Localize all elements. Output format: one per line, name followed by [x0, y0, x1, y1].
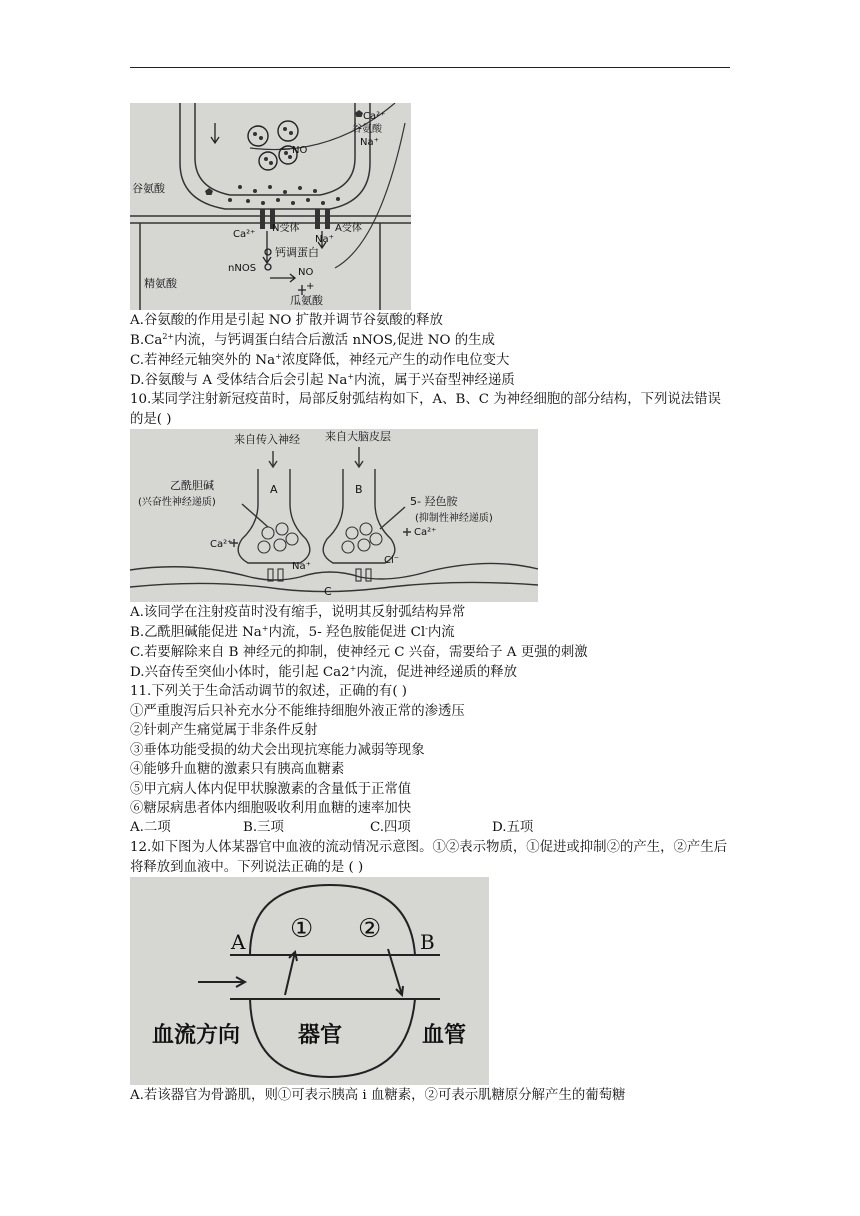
fig1-label-plus: +	[306, 281, 315, 292]
q11-option-a: A.二项	[130, 820, 171, 835]
q10-d-pre: D.兴奋传至突仙小体时，能引起 Ca2	[130, 665, 350, 680]
q11-stem: 11.下列关于生命活动调节的叙述，正确的有( )	[130, 684, 408, 699]
q12-stem: 12.如下图为人体某器官中血液的流动情况示意图。①②表示物质，①促进或抑制②的产生，②产生后将释放到血液中。下列说法正确的是 ( )	[130, 840, 728, 875]
fig2-label-b: B	[355, 483, 363, 496]
fig3-label-sub2: ②	[358, 914, 382, 944]
fig1-label-no-top: NO	[292, 145, 308, 156]
fig1-label-arginine: 精氨酸	[144, 277, 177, 290]
q12-option-a: A.若该器官为骨潞肌，则①可表示胰高 i 血糖素，②可表示肌糖原分解产生的葡萄糖	[130, 1088, 626, 1103]
fig2-label-cl: Cl⁻	[384, 555, 400, 566]
fig2-label-ca-right: Ca²⁺	[414, 527, 437, 538]
q11-item: ②针刺产生痛觉属于非条件反射	[130, 723, 318, 738]
fig2-label-from-afferent: 来自传入神经	[234, 433, 300, 446]
fig3-label-flow: 血流方向	[152, 1023, 241, 1048]
fig2-label-na: Na⁺	[292, 561, 311, 572]
fig2-label-from-cortex: 来自大脑皮层	[325, 430, 391, 443]
q10-option-a: A.该同学在注射疫苗时没有缩手，说明其反射弧结构异常	[130, 605, 466, 620]
q11-options	[130, 819, 730, 837]
q10-b-post: 内流	[427, 625, 455, 640]
q10-b-pre: B.乙酰胆碱能促进 Na	[130, 625, 262, 640]
blood-flow-figure	[130, 877, 489, 1085]
fig1-label-n-receptor: N受体	[272, 223, 300, 234]
header-rule	[130, 67, 730, 68]
synapse-no-figure	[130, 103, 411, 310]
fig3-label-organ: 器官	[298, 1023, 343, 1048]
q9-c-pre: C.若神经元轴突外的 Na	[130, 353, 276, 368]
q11-option-d: D.五项	[492, 820, 534, 835]
fig1-label-glu-left: 谷氨酸	[132, 182, 165, 195]
fig2-label-a: A	[270, 483, 278, 496]
q9-d-post: 内流，属于兴奋型神经递质	[354, 373, 515, 388]
q9-d-pre: D.谷氨酸与 A 受体结合后会引起 Na	[130, 373, 348, 388]
q9-option-a: A.谷氨酸的作用是引起 NO 扩散并调节谷氨酸的释放	[130, 313, 443, 328]
fig1-label-na: Na⁺	[360, 137, 379, 148]
fig1-label-calmodulin: 钙调蛋白	[275, 246, 319, 259]
fig2-label-excitatory: (兴奋性神经递质)	[138, 497, 216, 508]
q9-c-post: 浓度降低，神经元产生的动作电位变大	[281, 353, 510, 368]
q10-b-mid: 内流，5- 羟色胺能促进 Cl	[268, 625, 426, 640]
q9-option-c	[130, 352, 509, 370]
q10-d-post: 内流，促进神经递质的释放	[356, 665, 517, 680]
q9-b-sup: 2+	[162, 332, 175, 341]
q10-option-d	[130, 664, 517, 682]
q9-c-sup: +	[275, 352, 282, 361]
fig3-label-vessel: 血管	[422, 1023, 467, 1048]
fig3-label-a: A	[231, 930, 246, 954]
q11-item: ④能够升血糖的激素只有胰高血糖素	[130, 762, 345, 777]
q9-b-pre: B.Ca	[130, 333, 163, 348]
q11-item: ③垂体功能受损的幼犬会出现抗寒能力减弱等现象	[130, 743, 425, 758]
fig2-label-inhibitory: (抑制性神经递质)	[415, 513, 493, 524]
fig3-label-b: B	[420, 930, 435, 954]
fig1-label-a-receptor: A受体	[335, 223, 362, 234]
q10-d-sup: +	[349, 664, 357, 673]
q10-b-sup2: -	[425, 624, 428, 633]
fig3-label-sub1: ①	[290, 914, 314, 944]
fig1-label-ca-in: Ca²⁺	[233, 229, 256, 240]
fig2-label-serotonin: 5- 羟色胺	[410, 495, 458, 508]
q9-option-d	[130, 372, 515, 390]
fig2-label-c: C	[324, 585, 332, 598]
q11-item: ①严重腹泻后只补充水分不能维持细胞外液正常的渗透压	[130, 704, 465, 719]
fig1-label-nnos: nNOS	[228, 263, 257, 274]
q11-item: ⑥糖尿病患者体内细胞吸收利用血糖的速率加快	[130, 801, 412, 816]
q9-option-b	[130, 332, 495, 350]
q10-option-b	[130, 624, 455, 642]
q10-stem: 10.某同学注射新冠疫苗时，局部反射弧结构如下，A、B、C 为神经细胞的部分结构，下列说法错误的是( )	[130, 392, 721, 427]
q11-item: ⑤甲亢病人体内促甲状腺激素的含量低于正常值	[130, 782, 412, 797]
reflex-arc-figure	[130, 429, 538, 602]
q9-b-post: 内流，与钙调蛋白结合后激活 nNOS,促进 NO 的生成	[174, 333, 495, 348]
q9-d-sup: +	[347, 372, 355, 381]
q11-option-b: B.三项	[243, 820, 284, 835]
fig2-label-ca-left: Ca²⁺	[210, 539, 233, 550]
fig1-label-citrulline: 瓜氨酸	[290, 294, 323, 307]
q10-b-sup1: +	[261, 624, 269, 633]
q11-option-c: C.四项	[370, 820, 411, 835]
fig1-label-glu-legend: 谷氨酸	[352, 124, 382, 135]
q10-option-c: C.若要解除来自 B 神经元的抑制，使神经元 C 兴奋，需要给子 A 更强的刺激	[130, 645, 588, 660]
fig1-label-na-in: Na⁺	[315, 234, 334, 245]
fig1-label-ca: Ca²⁺	[363, 111, 386, 122]
fig1-label-no-bottom: NO	[298, 267, 314, 278]
fig2-label-acetylcholine: 乙酰胆碱	[170, 479, 214, 492]
